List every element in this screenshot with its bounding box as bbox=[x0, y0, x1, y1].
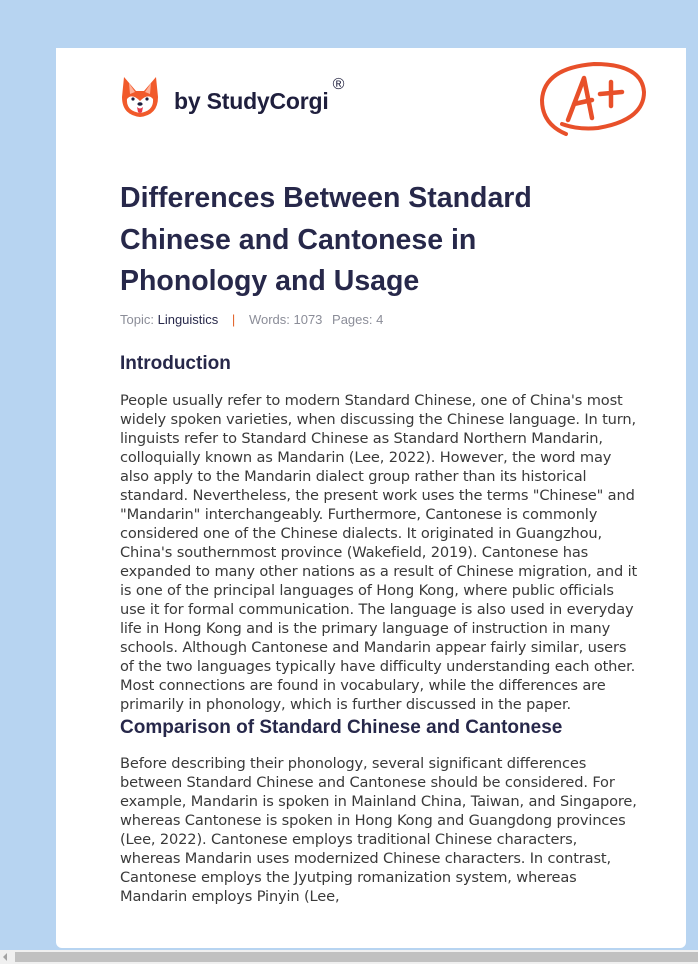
document-title: Differences Between Standard Chinese and Cantonese in Phonology and Usage bbox=[120, 182, 532, 297]
scroll-left-arrow-icon[interactable] bbox=[3, 953, 7, 961]
section-heading-comparison: Comparison of Standard Chinese and Cantonese bbox=[120, 717, 563, 738]
meta-separator: | bbox=[231, 312, 236, 327]
page-count: Pages: 4 bbox=[332, 312, 384, 327]
registered-mark: ® bbox=[332, 76, 345, 93]
corgi-icon bbox=[120, 75, 160, 119]
word-count: Words: 1073 bbox=[248, 312, 323, 327]
document-card bbox=[56, 48, 686, 948]
section-body-comparison: Before describing their phonology, several significant differences between Standard Chinese and Cantonese should be considered. For example, Mandarin is spoken in Mainland China, Taiwan, and Singapore, whereas Cantonese is spoken in Hong Kong and Guangdong provinces (Lee, 2022). Cantonese employs traditional Chinese characters, whereas Mandarin uses modernized Chinese characters. In contrast, Cantonese employs the Jyutping romanization system, whereas Mandarin employs Pinyin (Lee, bbox=[120, 755, 637, 905]
studycorgi-logo[interactable] bbox=[120, 75, 344, 119]
topic-label: Topic: bbox=[120, 312, 154, 327]
scrollbar-thumb[interactable] bbox=[15, 952, 698, 962]
topic-link[interactable]: Linguistics bbox=[157, 312, 219, 327]
section-body-introduction: People usually refer to modern Standard Chinese, one of China's most widely spoken varieties, when discussing the Chinese language. In turn, linguists refer to Standard Chinese as Standard Northern Mandarin, colloquially known as Mandarin (Lee, 2022). However, the word may also apply to the Mandarin dialect group rather than its historical standard. Nevertheless, the present work uses the terms "Chinese" and "Mandarin" interchangeably. Furthermore, Cantonese is commonly considered one of the Chinese dialects. It originated in Guangzhou, China's southernmost province (Wakefield, 2019). Cantonese has expanded to many other nations as a result of Chinese migration, and it is one of the principal languages of Hong Kong, where public officials use it for formal communication. The language is also used in everyday life in Hong Kong and is the primary language of instruction in many schools. Although Cantonese and Mandarin appear fairly similar, users of the two languages typically have difficulty understanding each other. Most connections are found in vocabulary, while the differences are primarily in phonology, which is further discussed in the paper. bbox=[120, 392, 638, 713]
brand-name: by StudyCorgi bbox=[174, 87, 329, 114]
section-heading-introduction: Introduction bbox=[120, 353, 231, 374]
horizontal-scrollbar[interactable] bbox=[0, 950, 698, 964]
a-plus-grade-icon bbox=[538, 58, 650, 146]
document-body bbox=[120, 352, 640, 906]
document-meta bbox=[120, 312, 383, 327]
